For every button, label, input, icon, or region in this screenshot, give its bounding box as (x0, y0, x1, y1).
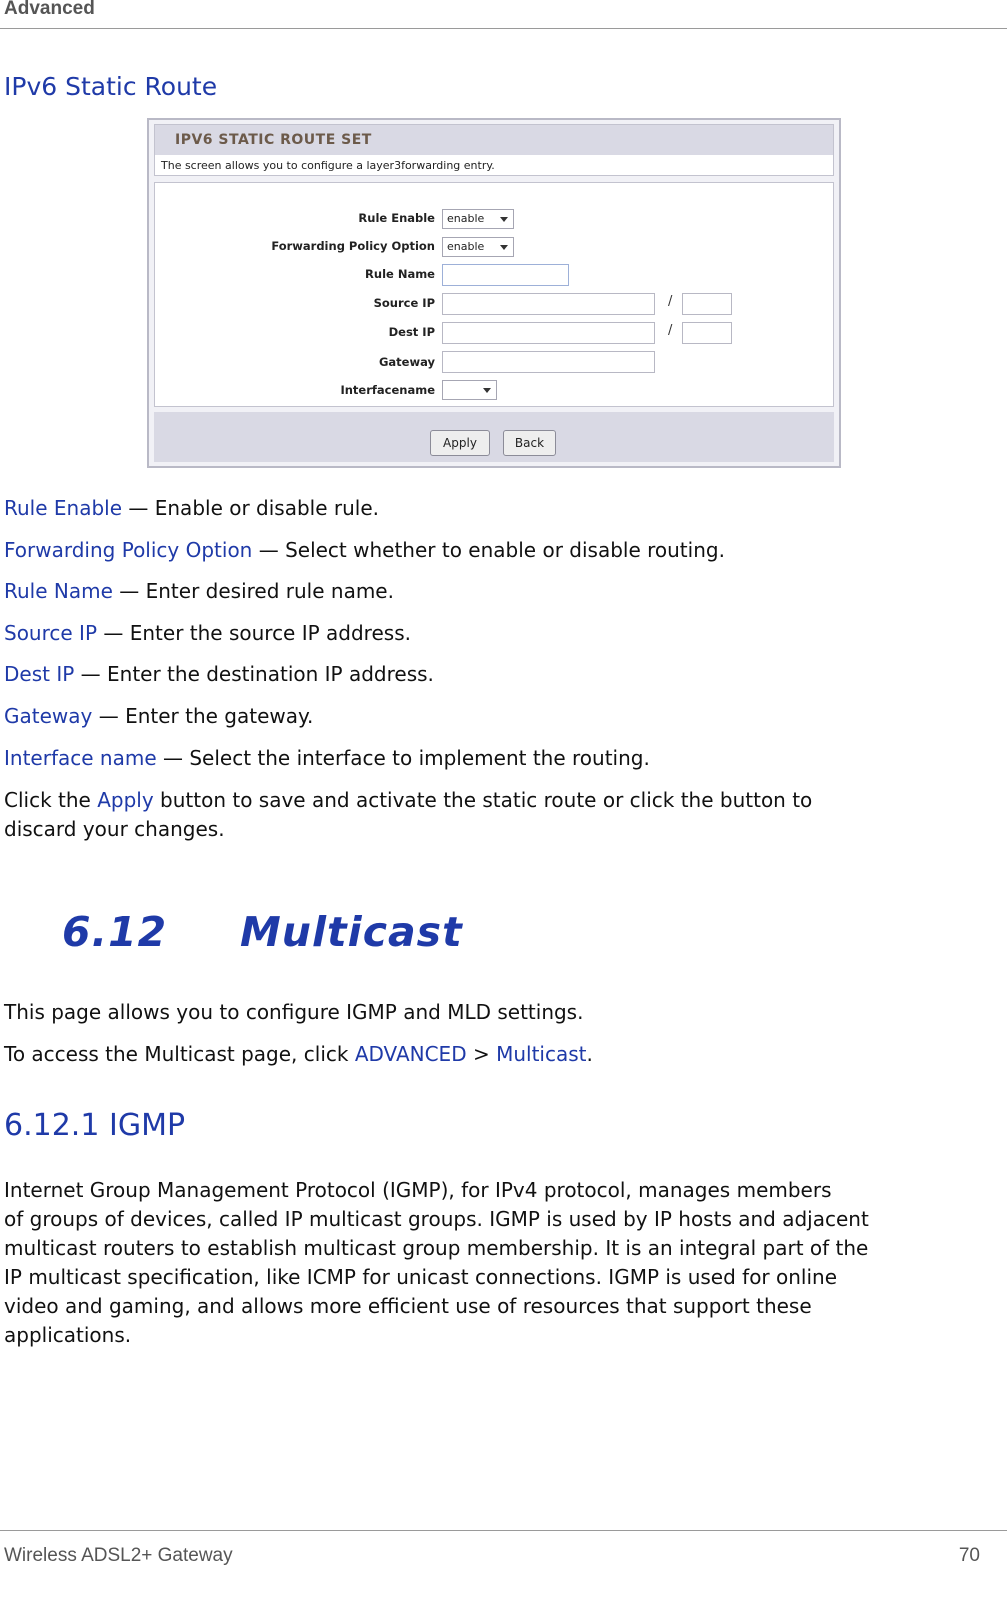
section-title: IPv6 Static Route (4, 72, 218, 101)
route-form (154, 182, 834, 407)
rule-enable-select[interactable] (442, 209, 514, 229)
dest-prefix-input[interactable] (682, 322, 732, 344)
rule-name-input[interactable] (442, 264, 569, 286)
rule-enable-value: enable (447, 212, 485, 225)
rule-enable-label: Rule Enable (358, 211, 435, 225)
igmp-paragraph-line: Internet Group Management Protocol (IGMP), for IPv4 protocol, manages members (4, 1178, 832, 1202)
panel-header (154, 124, 834, 176)
interfacename-label: Interfacename (340, 383, 435, 397)
footer-divider (0, 1530, 1007, 1531)
chevron-down-icon (483, 388, 491, 393)
chapter-title: Multicast (240, 908, 463, 956)
forwarding-policy-label: Forwarding Policy Option (271, 239, 435, 253)
ipv6-static-route-screenshot (147, 118, 841, 468)
chapter-number: 6.12 (62, 908, 168, 956)
source-prefix-separator: / (668, 294, 673, 309)
source-prefix-input[interactable] (682, 293, 732, 315)
panel-title-bar (155, 125, 833, 155)
header-section: Advanced (4, 0, 95, 19)
field-description-gateway: Gateway — Enter the gateway. (4, 704, 314, 728)
footer-product: Wireless ADSL2+ Gateway (4, 1545, 233, 1566)
dest-ip-label: Dest IP (388, 325, 435, 339)
apply-note-line1: Click the Apply button to save and activate the static route or click the button to (4, 788, 813, 812)
back-button[interactable]: Back (503, 430, 556, 456)
igmp-paragraph-line: applications. (4, 1323, 132, 1347)
access-instructions: To access the Multicast page, click ADVANCED > Multicast. (4, 1042, 593, 1066)
field-description-rule-name: Rule Name — Enter desired rule name. (4, 579, 394, 603)
button-bar (154, 412, 834, 462)
gateway-label: Gateway (378, 355, 435, 369)
page-header (0, 0, 1007, 29)
field-description-dest-ip: Dest IP — Enter the destination IP address. (4, 662, 434, 686)
footer-page-number: 70 (958, 1545, 980, 1566)
gateway-input[interactable] (442, 351, 655, 373)
rule-name-label: Rule Name (365, 267, 435, 281)
igmp-paragraph-line: multicast routers to establish multicast group membership. It is an integral part of the (4, 1236, 869, 1260)
subsection-heading: 6.12.1 IGMP (4, 1108, 186, 1143)
source-ip-input[interactable] (442, 293, 655, 315)
panel-description: The screen allows you to configure a layer3forwarding entry. (161, 159, 495, 172)
intro-text: This page allows you to configure IGMP and MLD settings. (4, 1000, 584, 1024)
chevron-down-icon (500, 217, 508, 222)
interfacename-select[interactable] (442, 380, 497, 400)
igmp-paragraph-line: video and gaming, and allows more efficient use of resources that support these (4, 1294, 812, 1318)
field-description-forwarding-policy: Forwarding Policy Option — Select whether to enable or disable routing. (4, 538, 725, 562)
source-ip-label: Source IP (373, 296, 435, 310)
field-description-source-ip: Source IP — Enter the source IP address. (4, 621, 411, 645)
dest-prefix-separator: / (668, 323, 673, 338)
igmp-paragraph-line: of groups of devices, called IP multicast groups. IGMP is used by IP hosts and adjacent (4, 1207, 869, 1231)
forwarding-policy-select[interactable] (442, 237, 514, 257)
chevron-down-icon (500, 245, 508, 250)
field-description-rule-enable: Rule Enable — Enable or disable rule. (4, 496, 380, 520)
apply-note-line2: discard your changes. (4, 817, 225, 841)
igmp-paragraph-line: IP multicast specification, like ICMP for unicast connections. IGMP is used for online (4, 1265, 838, 1289)
field-description-interface-name: Interface name — Select the interface to implement the routing. (4, 746, 650, 770)
dest-ip-input[interactable] (442, 322, 655, 344)
forwarding-policy-value: enable (447, 240, 485, 253)
panel-title: IPV6 STATIC ROUTE SET (175, 132, 372, 148)
apply-button[interactable]: Apply (430, 430, 490, 456)
